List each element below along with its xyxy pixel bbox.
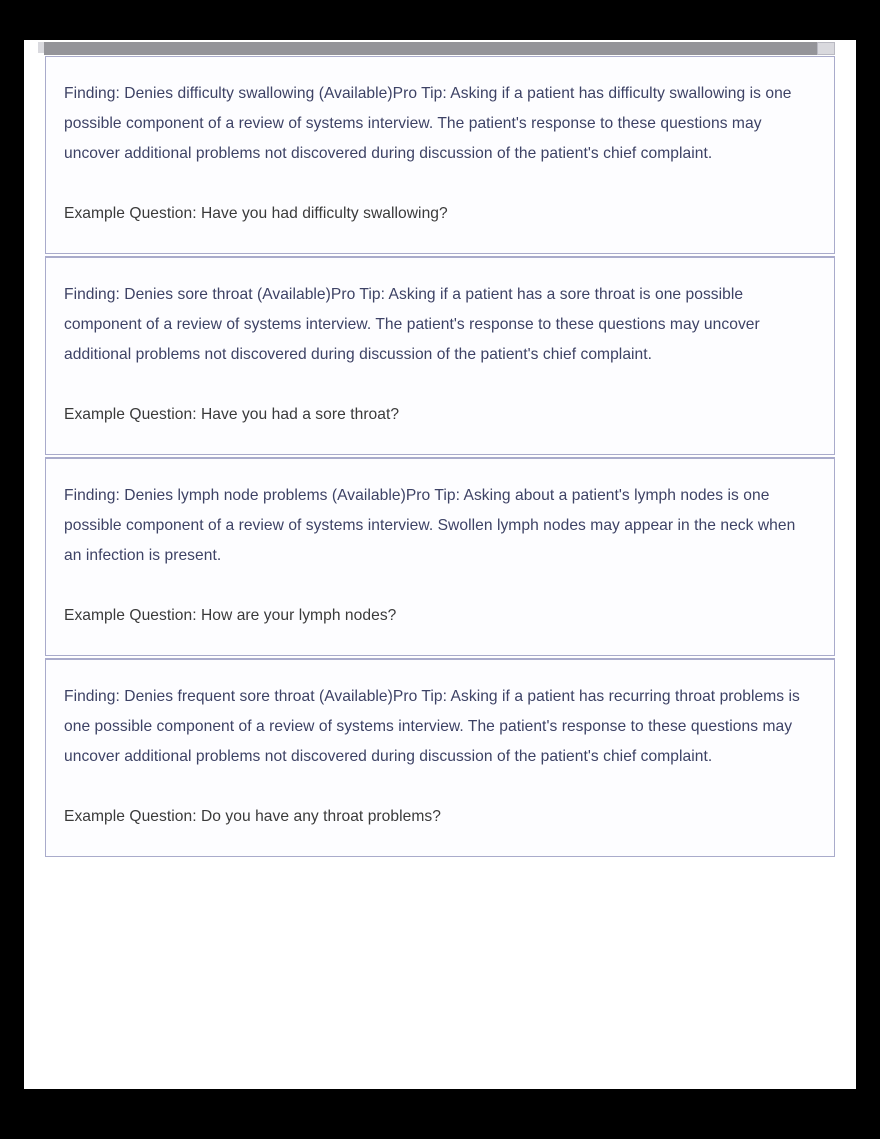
example-question-text: Example Question: Have you had difficulty swallowing? bbox=[64, 205, 448, 222]
finding-card[interactable] bbox=[45, 56, 835, 254]
document-page bbox=[24, 40, 856, 1089]
finding-card[interactable] bbox=[45, 658, 835, 857]
scrollbar-right-button[interactable] bbox=[817, 42, 835, 55]
finding-card[interactable] bbox=[45, 457, 835, 656]
finding-body-text: Finding: Denies difficulty swallowing (Available)Pro Tip: Asking if a patient has difficulty swallowing is one possible component of a review of systems interview. The patient's response to these questions may uncover additional problems not discovered during discussion of the patient's chief complaint. bbox=[64, 85, 792, 162]
example-question-text: Example Question: Do you have any throat problems? bbox=[64, 808, 441, 825]
finding-body-text: Finding: Denies sore throat (Available)Pro Tip: Asking if a patient has a sore throat is one possible component of a review of systems interview. The patient's response to these questions may uncover additional problems not discovered during discussion of the patient's chief complaint. bbox=[64, 286, 760, 363]
finding-body-text: Finding: Denies lymph node problems (Available)Pro Tip: Asking about a patient's lymph nodes is one possible component of a review of systems interview. Swollen lymph nodes may appear in the neck when an infection is present. bbox=[64, 487, 796, 564]
finding-body-text: Finding: Denies frequent sore throat (Available)Pro Tip: Asking if a patient has recurring throat problems is one possible component of a review of systems interview. The patient's response to these questions may uncover additional problems not discovered during discussion of the patient's chief complaint. bbox=[64, 688, 800, 765]
finding-card[interactable] bbox=[45, 256, 835, 455]
example-question-text: Example Question: How are your lymph nodes? bbox=[64, 607, 397, 624]
findings-list bbox=[45, 56, 835, 859]
horizontal-scrollbar[interactable] bbox=[44, 42, 835, 56]
example-question-text: Example Question: Have you had a sore throat? bbox=[64, 406, 400, 423]
scrollbar-track[interactable] bbox=[44, 42, 835, 55]
